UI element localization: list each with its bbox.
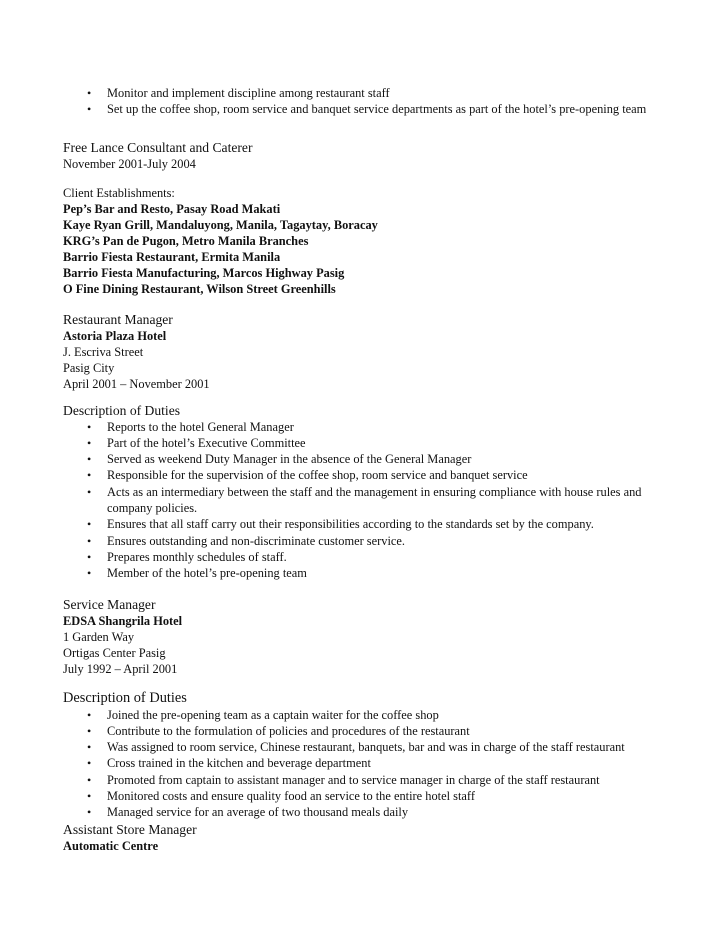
list-item: • Served as weekend Duty Manager in the absence of the General Manager — [87, 452, 472, 467]
job-title: Restaurant Manager — [63, 311, 173, 327]
job-period: July 1992 – April 2001 — [63, 661, 178, 676]
list-item: • Contribute to the formulation of policies and procedures of the restaurant — [87, 723, 470, 738]
bullet-icon: • — [87, 549, 92, 564]
job-period: April 2001 – November 2001 — [63, 376, 210, 391]
client-name: KRG’s Pan de Pugon, Metro Manila Branches — [63, 233, 309, 248]
bullet-icon: • — [87, 756, 92, 771]
list-item: • Reports to the hotel General Manager — [87, 419, 294, 434]
job-period: November 2001-July 2004 — [63, 156, 196, 171]
duties-heading: Description of Duties — [63, 402, 181, 418]
list-item: • Acts as an intermediary between the staff and the management in ensuring compliance with house rules and company policies. — [87, 484, 642, 516]
bullet-icon: • — [87, 533, 92, 548]
bullet-icon: • — [87, 740, 92, 755]
intro-bullet-list — [63, 85, 683, 118]
duties-list — [63, 707, 683, 821]
client-name: Kaye Ryan Grill, Mandaluyong, Manila, Tagaytay, Boracay — [63, 217, 378, 232]
bullet-icon: • — [87, 468, 92, 483]
list-item: • Part of the hotel’s Executive Committee — [87, 435, 306, 450]
bullet-icon: • — [87, 566, 92, 581]
list-item: • Monitored costs and ensure quality food an service to the entire hotel staff — [87, 789, 475, 804]
company-address: J. Escriva Street — [63, 344, 144, 359]
bullet-icon: • — [87, 707, 92, 722]
bullet-icon: • — [87, 484, 92, 499]
bullet-icon: • — [87, 805, 92, 820]
list-item: • Cross trained in the kitchen and beverage department — [87, 756, 371, 771]
company-name: Astoria Plaza Hotel — [63, 328, 167, 343]
list-item: • Was assigned to room service, Chinese restaurant, banquets, bar and was in charge of the staff restaurant — [87, 740, 625, 755]
bullet-icon: • — [87, 419, 92, 434]
resume-content — [63, 85, 683, 854]
client-name: Barrio Fiesta Restaurant, Ermita Manila — [63, 249, 281, 264]
duties-list — [63, 419, 683, 582]
client-name: Pep’s Bar and Resto, Pasay Road Makati — [63, 201, 281, 216]
company-name: EDSA Shangrila Hotel — [63, 613, 183, 628]
list-item: • Responsible for the supervision of the coffee shop, room service and banquet service — [87, 468, 528, 483]
job-title: Assistant Store Manager — [63, 821, 197, 837]
bullet-icon: • — [87, 102, 92, 117]
company-address: 1 Garden Way — [63, 629, 135, 644]
list-item: • Ensures that all staff carry out their responsibilities according to the standards set by the company. — [87, 517, 594, 532]
client-name: Barrio Fiesta Manufacturing, Marcos Highway Pasig — [63, 265, 345, 280]
job-title: Free Lance Consultant and Caterer — [63, 139, 253, 155]
clients-label: Client Establishments: — [63, 185, 175, 200]
job-title: Service Manager — [63, 596, 156, 612]
list-item: • Managed service for an average of two thousand meals daily — [87, 805, 409, 820]
company-name: Automatic Centre — [63, 838, 159, 853]
list-item: • Member of the hotel’s pre-opening team — [87, 566, 307, 581]
bullet-icon: • — [87, 86, 92, 100]
list-item: • Monitor and implement discipline among restaurant staff — [87, 86, 390, 100]
company-city: Ortigas Center Pasig — [63, 645, 166, 660]
list-item: • Prepares monthly schedules of staff. — [87, 549, 287, 564]
bullet-icon: • — [87, 789, 92, 804]
client-name: O Fine Dining Restaurant, Wilson Street Greenhills — [63, 281, 336, 296]
bullet-icon: • — [87, 517, 92, 532]
duties-heading: Description of Duties — [63, 689, 187, 706]
bullet-icon: • — [87, 435, 92, 450]
bullet-icon: • — [87, 452, 92, 467]
list-item: • Set up the coffee shop, room service and banquet service departments as part of the hotel’s pre-opening team — [87, 102, 647, 117]
list-item: • Ensures outstanding and non-discriminate customer service. — [87, 533, 405, 548]
list-item: • Joined the pre-opening team as a captain waiter for the coffee shop — [87, 707, 439, 722]
bullet-icon: • — [87, 723, 92, 738]
list-item: • Promoted from captain to assistant manager and to service manager in charge of the staff restaurant — [87, 772, 600, 787]
company-city: Pasig City — [63, 360, 115, 375]
bullet-icon: • — [87, 772, 92, 787]
